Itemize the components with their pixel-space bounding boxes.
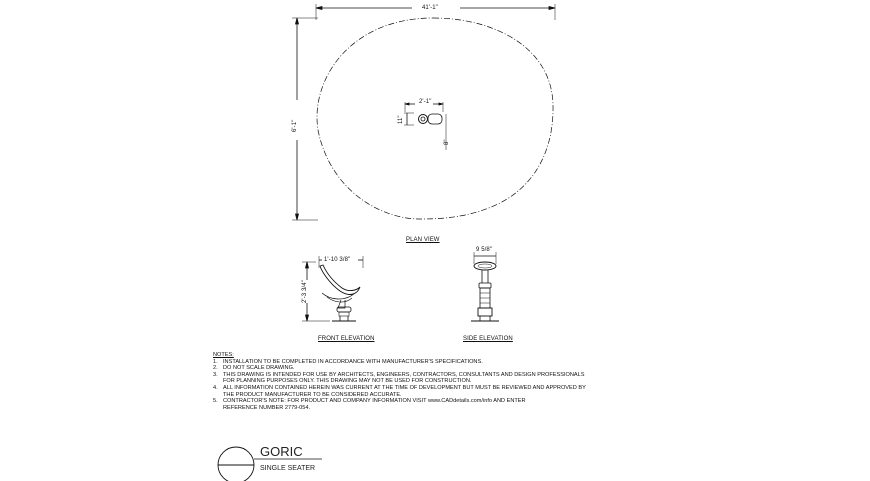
notes-header: NOTES:: [213, 352, 234, 358]
note-text: ALL INFORMATION CONTAINED HEREIN WAS CURRENT AT THE TIME OF DEVELOPMENT BUT MUST BE REVIEWED AND APPROVED BY: [223, 384, 586, 391]
front-height-label: 2'-3 3/4": [302, 280, 308, 303]
note-text: THIS DRAWING IS INTENDED FOR USE BY ARCHITECTS, ENGINEERS, CONTRACTORS, CONSULTANTS AND DESIGN PROFESSIONALS: [223, 371, 585, 378]
seat-depth-label: 11": [398, 115, 404, 124]
note-text: INSTALLATION TO BE COMPLETED IN ACCORDANCE WITH MANUFACTURER'S SPECIFICATIONS.: [223, 358, 483, 365]
seat-width-label: 2'-1": [419, 99, 432, 105]
seat-post-label: 8": [444, 139, 450, 145]
note-text: CONTRACTOR'S NOTE: FOR PRODUCT AND COMPANY INFORMATION VISIT www.CADdetails.com/info AND ENTER: [223, 398, 526, 405]
product-name: GORIC: [260, 444, 303, 459]
note-number: 4.: [213, 384, 218, 391]
note-number: 1.: [213, 358, 218, 365]
side-elevation-drawing: [471, 252, 499, 321]
notes-block: [213, 352, 633, 411]
note-item: [213, 398, 633, 405]
side-width-label: 9 5/8": [476, 247, 493, 253]
front-width-label: 1'-10 3/8": [324, 257, 351, 263]
note-item: [213, 359, 633, 366]
note-item: [213, 385, 633, 392]
plan-depth-label: 6'-1": [292, 119, 298, 132]
plan-view-title: PLAN VIEW: [406, 237, 440, 243]
note-number: 3.: [213, 371, 218, 378]
seat-plan-symbol: [404, 102, 446, 150]
note-item: [213, 365, 633, 372]
note-continuation: FOR PLANNING PURPOSES ONLY. THIS DRAWING MAY NOT BE USED FOR CONSTRUCTION.: [223, 378, 472, 385]
front-elevation-drawing: [302, 256, 363, 321]
front-elevation-title: FRONT ELEVATION: [318, 336, 375, 342]
note-text: DO NOT SCALE DRAWING.: [223, 365, 295, 372]
product-subtitle: SINGLE SEATER: [260, 465, 316, 472]
use-zone-outline: [317, 18, 553, 219]
side-elevation-title: SIDE ELEVATION: [463, 336, 513, 342]
plan-width-label: 41'-1": [422, 5, 438, 11]
note-continuation: REFERENCE NUMBER 2779-054.: [223, 404, 311, 411]
note-number: 2.: [213, 365, 218, 372]
note-item: [213, 372, 633, 379]
note-number: 5.: [213, 398, 218, 405]
note-continuation: THE PRODUCT MANUFACTURER TO BE CONSIDERED ACCURATE.: [223, 391, 402, 398]
